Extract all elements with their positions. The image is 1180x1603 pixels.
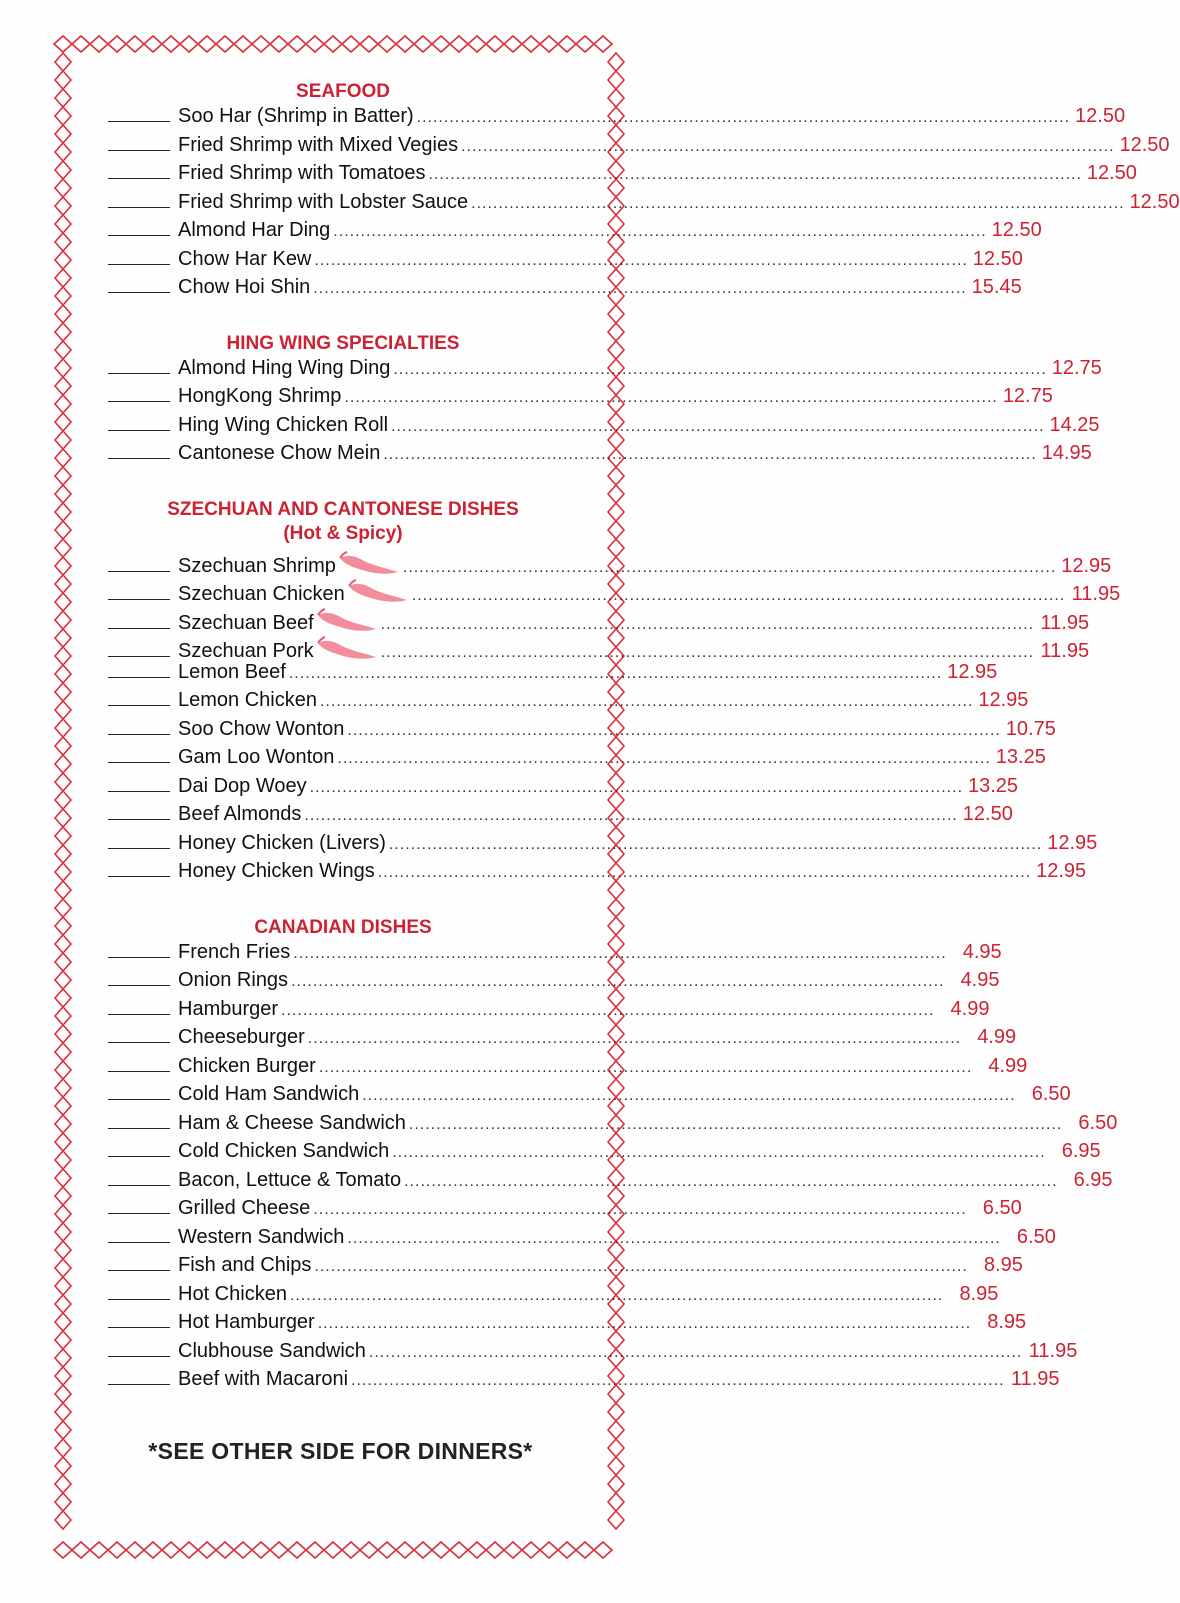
menu-item bbox=[108, 546, 1112, 577]
section-gap bbox=[108, 304, 578, 332]
menu-item bbox=[108, 1339, 1078, 1368]
item-name: Honey Chicken (Livers) bbox=[178, 831, 386, 854]
menu-item bbox=[108, 413, 1100, 442]
dot-leader: ........................................................................................................................ bbox=[304, 807, 958, 824]
item-name: Bacon, Lettuce & Tomato bbox=[178, 1168, 402, 1191]
menu-item bbox=[108, 384, 1053, 413]
section-gap bbox=[108, 470, 578, 498]
item-name: Szechuan Shrimp bbox=[178, 554, 336, 577]
dot-leader: ........................................................................................................................ bbox=[313, 1201, 967, 1218]
item-name: Ham & Cheese Sandwich bbox=[178, 1111, 406, 1134]
dot-leader: ........................................................................................................................ bbox=[281, 1001, 935, 1019]
dot-leader: ........................................................................................................................ bbox=[291, 973, 945, 990]
order-quantity-blank[interactable] bbox=[108, 639, 170, 657]
order-quantity-blank[interactable] bbox=[108, 968, 170, 986]
menu-item bbox=[108, 104, 1126, 133]
item-name: French Fries bbox=[178, 940, 291, 963]
item-price: 6.50 bbox=[982, 1197, 1022, 1219]
menu-item bbox=[108, 1253, 1023, 1282]
item-price: 11.95 bbox=[1040, 640, 1090, 662]
section-subtitle: (Hot & Spicy) bbox=[283, 522, 403, 544]
item-price: 12.95 bbox=[947, 660, 998, 683]
item-name: Almond Hing Wing Ding bbox=[178, 356, 391, 379]
menu-item bbox=[108, 997, 990, 1026]
dot-leader: ........................................................................................................................ bbox=[383, 446, 1037, 463]
item-price: 11.95 bbox=[1040, 611, 1090, 634]
item-name: Gam Loo Wonton bbox=[178, 746, 335, 768]
dot-leader: ........................................................................................................................ bbox=[461, 137, 1115, 155]
section-title: SEAFOOD bbox=[296, 81, 390, 102]
menu-item bbox=[108, 1025, 1017, 1054]
item-price: 12.50 bbox=[1119, 133, 1170, 156]
order-quantity-blank[interactable] bbox=[108, 384, 170, 402]
order-quantity-blank[interactable] bbox=[108, 1253, 170, 1271]
menu-item bbox=[108, 660, 998, 689]
menu-item bbox=[108, 190, 1180, 219]
dot-leader: ........................................................................................................................ bbox=[392, 1144, 1046, 1161]
order-quantity-blank[interactable] bbox=[108, 218, 170, 236]
item-price: 12.50 bbox=[1129, 190, 1180, 213]
dot-leader: ........................................................................................................................ bbox=[471, 194, 1125, 212]
order-quantity-blank[interactable] bbox=[108, 1282, 170, 1300]
dot-leader: ........................................................................................................................ bbox=[333, 223, 987, 240]
section-title: HING WING SPECIALTIES bbox=[226, 332, 460, 354]
item-name: Beef Almonds bbox=[178, 803, 302, 825]
item-price: 12.95 bbox=[978, 689, 1029, 711]
dot-leader: ........................................................................................................................ bbox=[408, 1115, 1063, 1133]
dot-leader: ........................................................................................................................ bbox=[289, 1286, 944, 1304]
order-quantity-blank[interactable] bbox=[108, 745, 170, 763]
menu-item bbox=[108, 1111, 1118, 1140]
item-name: Cold Ham Sandwich bbox=[178, 1083, 360, 1105]
order-quantity-blank[interactable] bbox=[108, 441, 170, 459]
order-quantity-blank[interactable] bbox=[108, 1054, 170, 1072]
order-quantity-blank[interactable] bbox=[108, 831, 170, 849]
order-quantity-blank[interactable] bbox=[108, 554, 170, 572]
menu-item bbox=[108, 161, 1137, 190]
order-quantity-blank[interactable] bbox=[108, 1310, 170, 1328]
menu-item bbox=[108, 603, 1090, 634]
item-name: Hamburger bbox=[178, 997, 279, 1020]
menu-item bbox=[108, 218, 1042, 247]
order-quantity-blank[interactable] bbox=[108, 582, 170, 600]
order-quantity-blank[interactable] bbox=[108, 1339, 170, 1357]
menu-item bbox=[108, 247, 1023, 276]
order-quantity-blank[interactable] bbox=[108, 356, 170, 374]
menu-item bbox=[108, 574, 1121, 605]
dot-leader: ........................................................................................................................ bbox=[362, 1087, 1016, 1104]
order-quantity-blank[interactable] bbox=[108, 190, 170, 208]
item-name: Soo Chow Wonton bbox=[178, 717, 345, 740]
item-price: 8.95 bbox=[987, 1311, 1027, 1333]
dot-leader: ........................................................................................................................ bbox=[314, 1258, 968, 1275]
item-price: 6.50 bbox=[1078, 1111, 1118, 1134]
item-name: Dai Dop Woey bbox=[178, 774, 307, 797]
order-quantity-blank[interactable] bbox=[108, 1168, 170, 1186]
footer-note: *SEE OTHER SIDE FOR DINNERS* bbox=[148, 1438, 533, 1464]
item-price: 6.95 bbox=[1073, 1168, 1113, 1191]
item-price: 8.95 bbox=[959, 1282, 999, 1305]
dot-leader: ........................................................................................................................ bbox=[309, 778, 964, 796]
menu-item bbox=[108, 275, 1022, 304]
item-name: Fried Shrimp with Mixed Vegies bbox=[178, 133, 459, 156]
dot-leader: ........................................................................................................................ bbox=[388, 835, 1043, 853]
item-name: Soo Har (Shrimp in Batter) bbox=[178, 105, 414, 127]
order-quantity-blank[interactable] bbox=[108, 1082, 170, 1100]
dot-leader: ........................................................................................................................ bbox=[428, 166, 1082, 183]
item-price: 12.50 bbox=[962, 803, 1013, 825]
menu-item bbox=[108, 1168, 1113, 1197]
item-price: 12.95 bbox=[1047, 831, 1098, 854]
menu-item bbox=[108, 1082, 1071, 1111]
item-name: Hing Wing Chicken Roll bbox=[178, 413, 389, 436]
order-quantity-blank[interactable] bbox=[108, 1196, 170, 1214]
menu-item bbox=[108, 940, 1002, 969]
item-name: Western Sandwich bbox=[178, 1225, 345, 1248]
dot-leader: ........................................................................................................................ bbox=[393, 360, 1047, 378]
order-quantity-blank[interactable] bbox=[108, 247, 170, 265]
order-quantity-blank[interactable] bbox=[108, 802, 170, 820]
item-price: 4.95 bbox=[962, 940, 1002, 963]
order-quantity-blank[interactable] bbox=[108, 104, 170, 122]
order-quantity-blank[interactable] bbox=[108, 413, 170, 431]
menu-item bbox=[108, 688, 1029, 717]
menu-section bbox=[108, 498, 1121, 888]
item-price: 12.95 bbox=[1061, 554, 1112, 577]
item-name: Beef with Macaroni bbox=[178, 1368, 349, 1390]
item-price: 12.50 bbox=[972, 247, 1023, 270]
menu-item bbox=[108, 441, 1092, 470]
dot-leader: ........................................................................................................................ bbox=[347, 1229, 1001, 1247]
item-price: 12.95 bbox=[1036, 860, 1087, 882]
item-name: Almond Har Ding bbox=[178, 219, 331, 241]
dot-leader: ........................................................................................................................ bbox=[314, 251, 968, 269]
item-price: 4.95 bbox=[960, 969, 1000, 991]
dot-leader: ........................................................................................................................ bbox=[337, 750, 991, 767]
dot-leader: ........................................................................................................................ bbox=[307, 1030, 962, 1047]
dot-leader: ........................................................................................................................ bbox=[351, 1372, 1005, 1389]
item-name: Szechuan Pork bbox=[178, 640, 314, 662]
order-quantity-blank[interactable] bbox=[108, 859, 170, 877]
item-price: 12.50 bbox=[991, 219, 1042, 241]
section-title: CANADIAN DISHES bbox=[254, 916, 432, 938]
item-name: Fried Shrimp with Lobster Sauce bbox=[178, 190, 469, 213]
menu-item bbox=[108, 1196, 1022, 1225]
order-quantity-blank[interactable] bbox=[108, 717, 170, 735]
item-price: 12.75 bbox=[1051, 356, 1102, 379]
menu-section bbox=[108, 916, 1118, 1396]
item-name: Cold Chicken Sandwich bbox=[178, 1140, 390, 1162]
item-name: Hot Chicken bbox=[178, 1282, 287, 1305]
dot-leader: ........................................................................................................................ bbox=[317, 1315, 972, 1332]
item-name: Fish and Chips bbox=[178, 1254, 312, 1276]
menu-section bbox=[108, 332, 1102, 470]
item-price: 4.99 bbox=[988, 1054, 1028, 1077]
order-quantity-blank[interactable] bbox=[108, 660, 170, 678]
menu-item bbox=[108, 1139, 1101, 1168]
item-name: Chicken Burger bbox=[178, 1054, 316, 1077]
menu-item bbox=[108, 802, 1013, 831]
dot-leader: ........................................................................................................................ bbox=[368, 1343, 1023, 1361]
order-quantity-blank[interactable] bbox=[108, 133, 170, 151]
menu-item bbox=[108, 859, 1087, 888]
item-name: Chow Har Kew bbox=[178, 247, 312, 270]
item-price: 15.45 bbox=[971, 276, 1022, 298]
item-price: 11.95 bbox=[1071, 583, 1121, 605]
item-name: Szechuan Chicken bbox=[178, 583, 345, 605]
dot-leader: ........................................................................................................................ bbox=[380, 644, 1035, 661]
item-price: 13.25 bbox=[995, 746, 1046, 768]
menu-item bbox=[108, 356, 1102, 385]
item-price: 6.95 bbox=[1061, 1140, 1101, 1162]
item-price: 6.50 bbox=[1016, 1225, 1056, 1248]
dot-leader: ........................................................................................................................ bbox=[313, 280, 967, 297]
item-price: 11.95 bbox=[1028, 1339, 1078, 1362]
dot-leader: ........................................................................................................................ bbox=[293, 944, 947, 962]
order-quantity-blank[interactable] bbox=[108, 688, 170, 706]
order-quantity-blank[interactable] bbox=[108, 1225, 170, 1243]
dot-leader: ........................................................................................................................ bbox=[380, 615, 1035, 633]
item-price: 14.95 bbox=[1041, 442, 1092, 464]
dot-leader: ........................................................................................................................ bbox=[318, 1058, 973, 1076]
item-price: 11.95 bbox=[1010, 1368, 1060, 1390]
menu-item bbox=[108, 1310, 1027, 1339]
item-name: Clubhouse Sandwich bbox=[178, 1339, 366, 1362]
dot-leader: ........................................................................................................................ bbox=[411, 587, 1066, 604]
menu-content bbox=[108, 80, 1180, 1396]
section-title: SZECHUAN AND CANTONESE DISHES bbox=[167, 498, 519, 520]
dot-leader: ........................................................................................................................ bbox=[402, 558, 1057, 576]
menu-item bbox=[108, 831, 1098, 860]
menu-item bbox=[108, 1225, 1056, 1254]
section-gap bbox=[108, 888, 578, 916]
menu-section bbox=[108, 80, 1180, 304]
item-price: 12.50 bbox=[1075, 105, 1126, 127]
item-name: Honey Chicken Wings bbox=[178, 860, 375, 882]
menu-item bbox=[108, 968, 1000, 997]
menu-item bbox=[108, 1282, 999, 1311]
item-name: Cheeseburger bbox=[178, 1026, 305, 1048]
item-name: Grilled Cheese bbox=[178, 1197, 311, 1219]
item-name: Chow Hoi Shin bbox=[178, 276, 311, 298]
item-price: 4.99 bbox=[950, 997, 990, 1020]
item-name: Szechuan Beef bbox=[178, 611, 314, 634]
item-name: Lemon Beef bbox=[178, 660, 286, 683]
dot-leader: ........................................................................................................................ bbox=[344, 389, 998, 406]
dot-leader: ........................................................................................................................ bbox=[416, 109, 1071, 126]
dot-leader: ........................................................................................................................ bbox=[377, 864, 1032, 881]
dot-leader: ........................................................................................................................ bbox=[319, 693, 974, 710]
order-quantity-blank[interactable] bbox=[108, 1111, 170, 1129]
item-price: 4.99 bbox=[977, 1026, 1017, 1048]
menu-item bbox=[108, 631, 1090, 662]
menu-item bbox=[108, 133, 1170, 162]
order-quantity-blank[interactable] bbox=[108, 1367, 170, 1385]
item-price: 8.95 bbox=[983, 1254, 1023, 1276]
order-quantity-blank[interactable] bbox=[108, 275, 170, 293]
item-name: Onion Rings bbox=[178, 969, 289, 991]
item-price: 6.50 bbox=[1031, 1083, 1071, 1105]
item-name: Cantonese Chow Mein bbox=[178, 442, 381, 464]
order-quantity-blank[interactable] bbox=[108, 611, 170, 629]
dot-leader: ........................................................................................................................ bbox=[347, 721, 1001, 739]
dot-leader: ........................................................................................................................ bbox=[404, 1172, 1058, 1190]
dot-leader: ........................................................................................................................ bbox=[288, 664, 943, 682]
order-quantity-blank[interactable] bbox=[108, 940, 170, 958]
item-name: Fried Shrimp with Tomatoes bbox=[178, 162, 426, 184]
menu-item bbox=[108, 1367, 1060, 1396]
item-price: 12.75 bbox=[1002, 385, 1053, 407]
menu-item bbox=[108, 717, 1056, 746]
order-quantity-blank[interactable] bbox=[108, 1025, 170, 1043]
item-name: Lemon Chicken bbox=[178, 689, 317, 711]
dot-leader: ........................................................................................................................ bbox=[391, 417, 1045, 435]
menu-item bbox=[108, 774, 1019, 803]
order-quantity-blank[interactable] bbox=[108, 1139, 170, 1157]
item-price: 13.25 bbox=[967, 774, 1019, 797]
item-price: 12.50 bbox=[1086, 162, 1137, 184]
order-quantity-blank[interactable] bbox=[108, 161, 170, 179]
item-name: HongKong Shrimp bbox=[178, 385, 342, 407]
order-quantity-blank[interactable] bbox=[108, 997, 170, 1015]
order-quantity-blank[interactable] bbox=[108, 774, 170, 792]
menu-item bbox=[108, 1054, 1028, 1083]
item-name: Hot Hamburger bbox=[178, 1311, 315, 1333]
item-price: 10.75 bbox=[1005, 717, 1056, 740]
menu-item bbox=[108, 745, 1046, 774]
item-price: 14.25 bbox=[1049, 413, 1100, 436]
